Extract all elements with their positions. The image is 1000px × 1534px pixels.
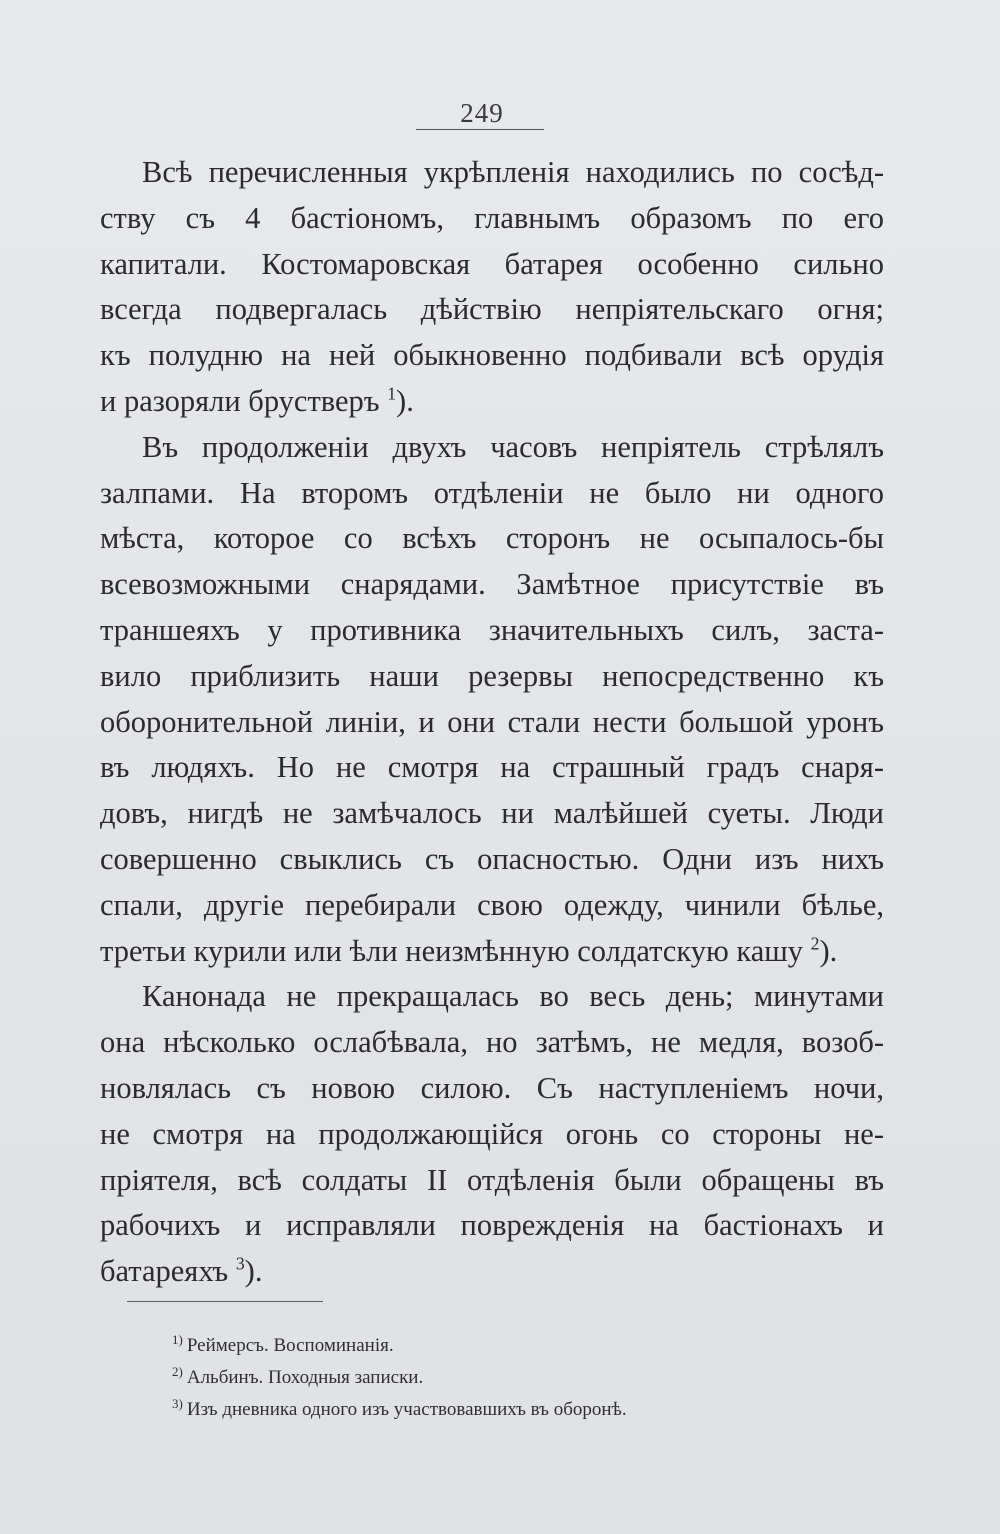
text-line bbox=[100, 379, 884, 425]
footnote-text: Изъ дневника одного изъ участвовавшихъ въ оборонѣ. bbox=[186, 1399, 627, 1420]
text-line: Канонада не прекращалась во весь день; минутами bbox=[142, 979, 884, 1014]
footnote-ref-tail: ). bbox=[244, 1254, 263, 1289]
text-line: ству съ 4 бастіономъ, главнымъ образомъ по его bbox=[100, 200, 884, 235]
footnote-ref: 2 bbox=[810, 933, 820, 954]
text-fragment: и разоряли брустверъ bbox=[100, 383, 380, 418]
text-line: залпами. На второмъ отдѣленіи не было ни одного bbox=[100, 475, 884, 510]
text-line: не смотря на продолжающійся огонь со стороны не- bbox=[100, 1116, 884, 1151]
body-text bbox=[100, 150, 884, 1295]
text-line: вило приблизить наши резервы непосредственно къ bbox=[100, 658, 884, 693]
text-line: спали, другіе перебирали свою одежду, чинили бѣлье, bbox=[100, 887, 884, 922]
footnote-ref: 3 bbox=[235, 1253, 245, 1274]
paragraph-2 bbox=[100, 425, 884, 975]
footnote-ref-tail: ). bbox=[819, 933, 838, 968]
text-line: пріятеля, всѣ солдаты II отдѣленія были обращены въ bbox=[100, 1162, 884, 1197]
text-line: траншеяхъ у противника значительныхъ силъ, заста- bbox=[100, 612, 884, 647]
footnote-mark-number: 2 bbox=[172, 1364, 179, 1379]
text-line: Въ продолженіи двухъ часовъ непріятель стрѣлялъ bbox=[142, 429, 884, 464]
text-line: всевозможными снарядами. Замѣтное присутствіе въ bbox=[100, 567, 884, 602]
footnote-mark: 3) bbox=[172, 1396, 183, 1411]
text-line: довъ, нигдѣ не замѣчалось ни малѣйшей суеты. Люди bbox=[100, 796, 884, 831]
footnote bbox=[172, 1362, 872, 1394]
header-rule bbox=[416, 129, 544, 130]
text-line bbox=[100, 929, 884, 975]
text-fragment: третьи курили или ѣли неизмѣнную солдатскую кашу bbox=[100, 933, 804, 968]
footnote-text: Реймерсъ. Воспоминанія. bbox=[186, 1335, 394, 1356]
text-line: всегда подвергалась дѣйствію непріятельскаго огня; bbox=[100, 292, 884, 327]
footnote-rule bbox=[127, 1301, 323, 1302]
footnote-mark: 2) bbox=[172, 1364, 183, 1379]
footnote-mark: 1) bbox=[172, 1332, 183, 1347]
text-line: она нѣсколько ослабѣвала, но затѣмъ, не медля, возоб- bbox=[100, 1025, 884, 1060]
footnote-ref-tail: ). bbox=[396, 383, 414, 418]
text-line: мѣста, которое со всѣхъ сторонъ не осыпалось-бы bbox=[100, 521, 884, 556]
footnote-ref: 1 bbox=[387, 383, 397, 404]
paragraph-3 bbox=[100, 974, 884, 1295]
text-line: совершенно свыклись съ опасностью. Одни изъ нихъ bbox=[100, 841, 884, 876]
text-line: оборонительной линіи, и они стали нести большой уронъ bbox=[100, 704, 884, 739]
text-line: къ полудню на ней обыкновенно подбивали всѣ орудія bbox=[100, 338, 884, 373]
text-line: Всѣ перечисленныя укрѣпленія находились по сосѣд- bbox=[142, 155, 884, 189]
footnotes bbox=[172, 1330, 872, 1426]
text-line: капитали. Костомаровская батарея особенно сильно bbox=[100, 246, 884, 281]
paragraph-1 bbox=[100, 150, 884, 425]
footnote bbox=[172, 1330, 872, 1362]
footnote-text: Альбинъ. Походныя записки. bbox=[186, 1367, 424, 1388]
footnote-mark-number: 1 bbox=[172, 1332, 179, 1347]
text-line: новлялась съ новою силою. Съ наступленіемъ ночи, bbox=[100, 1070, 884, 1105]
text-fragment: батареяхъ bbox=[100, 1254, 229, 1289]
page-number: 249 bbox=[460, 98, 504, 128]
text-line: рабочихъ и исправляли поврежденія на бастіонахъ и bbox=[100, 1208, 884, 1243]
footnote bbox=[172, 1394, 872, 1426]
footnote-mark-number: 3 bbox=[172, 1396, 179, 1411]
text-line bbox=[100, 1249, 884, 1295]
text-line: въ людяхъ. Но не смотря на страшный градъ снаря- bbox=[100, 750, 884, 785]
